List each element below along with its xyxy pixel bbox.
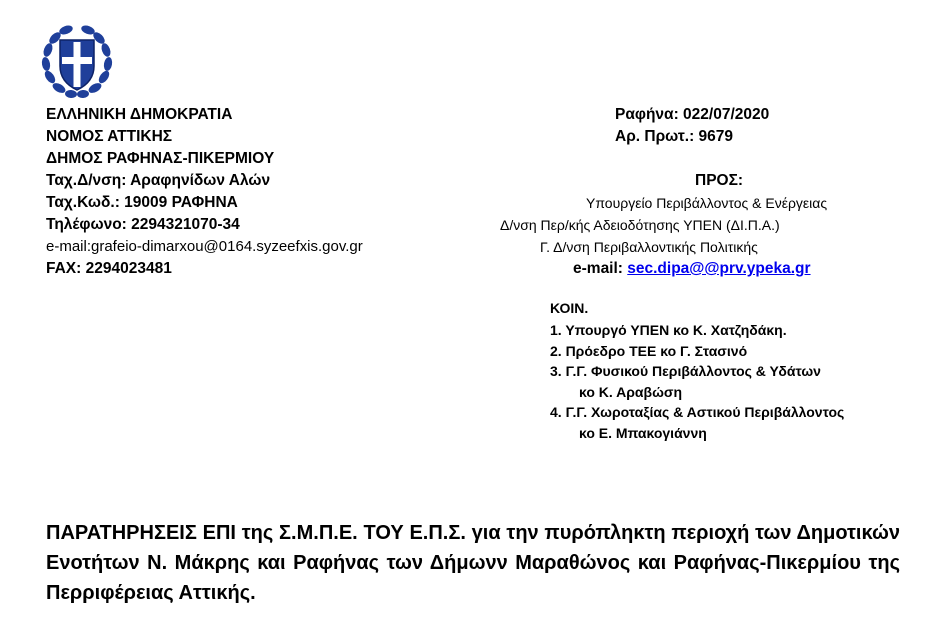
cc-item-continuation: κο Ε. Μπακογιάννη [579, 424, 707, 441]
recipient-email-row [573, 258, 811, 280]
recipient-email-link[interactable]: sec.dipa@@prv.ypeka.gr [627, 260, 811, 277]
recipient-email-label: e-mail: [573, 260, 628, 277]
cc-item-continuation: κο Κ. Αραβώση [579, 383, 683, 400]
recipient-label: ΠΡΟΣ: [695, 172, 744, 189]
recipient-directorate: Δ/νση Περ/κής Αδειοδότησης ΥΠΕΝ (ΔΙ.Π.Α.) [500, 217, 780, 233]
protocol-number: Αρ. Πρωτ.: 9679 [615, 128, 734, 145]
greek-coat-of-arms-icon [36, 20, 118, 102]
cc-item: 1. Υπουργό ΥΠΕΝ κο Κ. Χατζηδάκη. [550, 322, 787, 338]
recipient-ministry: Υπουργείο Περιβάλλοντος & Ενέργειας [586, 195, 828, 211]
cc-item: 3. Γ.Γ. Φυσικού Περιβάλλοντος & Υδάτων [550, 363, 821, 379]
issuer-phone: Τηλέφωνο: 2294321070-34 [46, 216, 240, 233]
issuer-line-country: ΕΛΛΗΝΙΚΗ ΔΗΜΟΚΡΑΤΙΑ [46, 106, 233, 123]
cc-label: ΚΟΙΝ. [550, 300, 589, 316]
document-date: Ραφήνα: 022/07/2020 [615, 106, 770, 123]
issuer-address: Ταχ.Δ/νση: Αραφηνίδων Αλών [46, 172, 271, 189]
issuer-line-municipality: ΔΗΜΟΣ ΡΑΦΗΝΑΣ-ΠΙΚΕΡΜΙΟΥ [46, 150, 275, 167]
cc-list [550, 320, 844, 443]
recipient-general-directorate: Γ. Δ/νση Περιβαλλοντικής Πολιτικής [540, 239, 758, 255]
issuer-line-prefecture: ΝΟΜΟΣ ΑΤΤΙΚΗΣ [46, 128, 173, 145]
cc-item: 2. Πρόεδρο ΤΕΕ κο Γ. Στασινό [550, 342, 748, 359]
cc-item: 4. Γ.Γ. Χωροταξίας & Αστικού Περιβάλλοντος [550, 404, 845, 420]
document-subject: ΠΑΡΑΤΗΡΗΣΕΙΣ ΕΠΙ της Σ.Μ.Π.Ε. ΤΟΥ Ε.Π.Σ. για την πυρόπληκτη περιοχή των Δημοτικών Ενοτήτων Ν. Μάκρης και Ραφήνας των Δήμωνν Μαραθώνος και Ραφήνας-Πικερμίου της Περριφέρειας Αττικής. [46, 522, 900, 604]
issuer-email: e-mail:grafeio-dimarxou@0164.syzeefxis.gov.gr [46, 238, 363, 255]
issuer-fax: FAX: 2294023481 [46, 260, 172, 277]
issuer-postal-code: Ταχ.Κωδ.: 19009 ΡΑΦΗΝΑ [46, 194, 238, 211]
